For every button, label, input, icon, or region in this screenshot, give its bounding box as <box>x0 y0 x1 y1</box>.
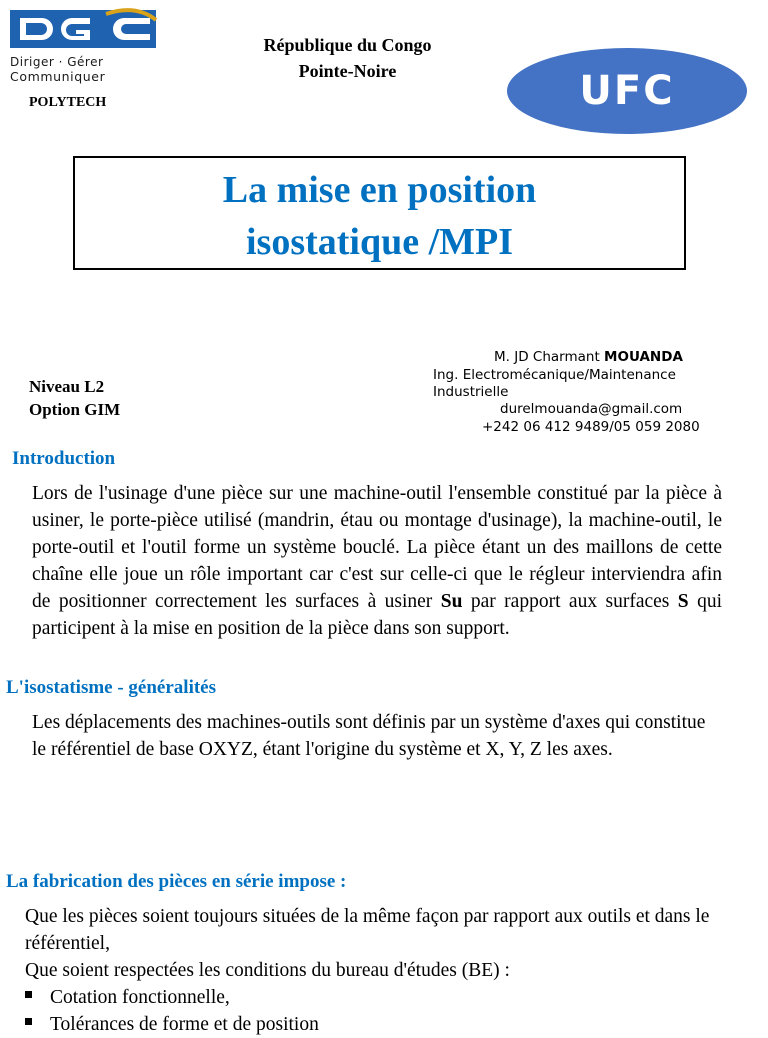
intro-text-b: par rapport aux surfaces <box>462 591 678 612</box>
fab-line-2: Que soient respectées les conditions du bureau d'études (BE) : <box>25 960 510 981</box>
document-title <box>75 164 684 268</box>
intro-heading: Introduction <box>12 448 116 469</box>
fab-bullet-item <box>25 984 230 1011</box>
country-name: République du Congo <box>263 35 432 55</box>
author-role-1: Ing. Electromécanique/Maintenance <box>433 367 676 383</box>
intro-text-c: qui participent à la mise en position de la pièce dans son support. <box>32 591 722 639</box>
intro-bold-s: S <box>677 591 689 612</box>
fab-line-1: Que les pièces soient toujours situées de la même façon par rapport aux outils et dans le référentiel, <box>25 906 710 954</box>
author-name-prefix: M. JD Charmant <box>494 349 605 365</box>
author-phone: +242 06 412 9489/05 059 2080 <box>482 419 700 435</box>
logo-tagline-1: Diriger · Gérer <box>10 55 104 69</box>
title-line-1: La mise en position <box>222 169 537 211</box>
fab-heading: La fabrication des pièces en série impose : <box>6 871 347 892</box>
title-box <box>73 156 686 270</box>
author-email: durelmouanda@gmail.com <box>500 401 683 417</box>
iso-paragraph: Les déplacements des machines-outils sont définis par un système d'axes qui constitue le référentiel de base OXYZ, étant l'origine du système et X, Y, Z les axes. <box>32 712 706 760</box>
intro-text-a: Lors de l'usinage d'une pièce sur une machine-outil l'ensemble constitué par la pièce à usiner, le porte-pièce utilisé (mandrin, étau ou montage d'usinage), la machine-outil, le porte-outil et l'outil forme un système bouclé. La pièce étant un des maillons de cette chaîne elle joue un rôle important car c'est sur celle-ci que le régleur interviendra afin de positionner correctement les surfaces à usiner <box>32 483 722 612</box>
city-name: Pointe-Noire <box>298 61 397 81</box>
fab-bullet-text: Cotation fonctionnelle, <box>50 987 230 1008</box>
option-label: Option GIM <box>29 400 121 419</box>
bullet-icon <box>25 991 32 998</box>
title-line-2: isostatique /MPI <box>245 221 514 263</box>
fab-bullet-text: Tolérances de forme et de position <box>50 1014 319 1035</box>
ufc-logo: UFC <box>507 48 747 134</box>
fab-bullet-item <box>25 1011 319 1038</box>
school-name: POLYTECH <box>29 95 107 110</box>
dgc-logo <box>10 8 158 88</box>
country-block <box>200 32 495 84</box>
author-role-2: Industrielle <box>433 384 509 400</box>
intro-paragraph <box>32 480 722 642</box>
dgc-logo-mark <box>10 8 158 54</box>
iso-heading: L'isostatisme - généralités <box>6 677 217 698</box>
level-block <box>29 375 120 421</box>
level-label: Niveau L2 <box>29 377 105 396</box>
logo-tagline-2: Communiquer <box>10 69 106 84</box>
intro-bold-su: Su <box>440 591 463 612</box>
author-name <box>494 349 683 367</box>
author-surname: MOUANDA <box>604 349 683 365</box>
